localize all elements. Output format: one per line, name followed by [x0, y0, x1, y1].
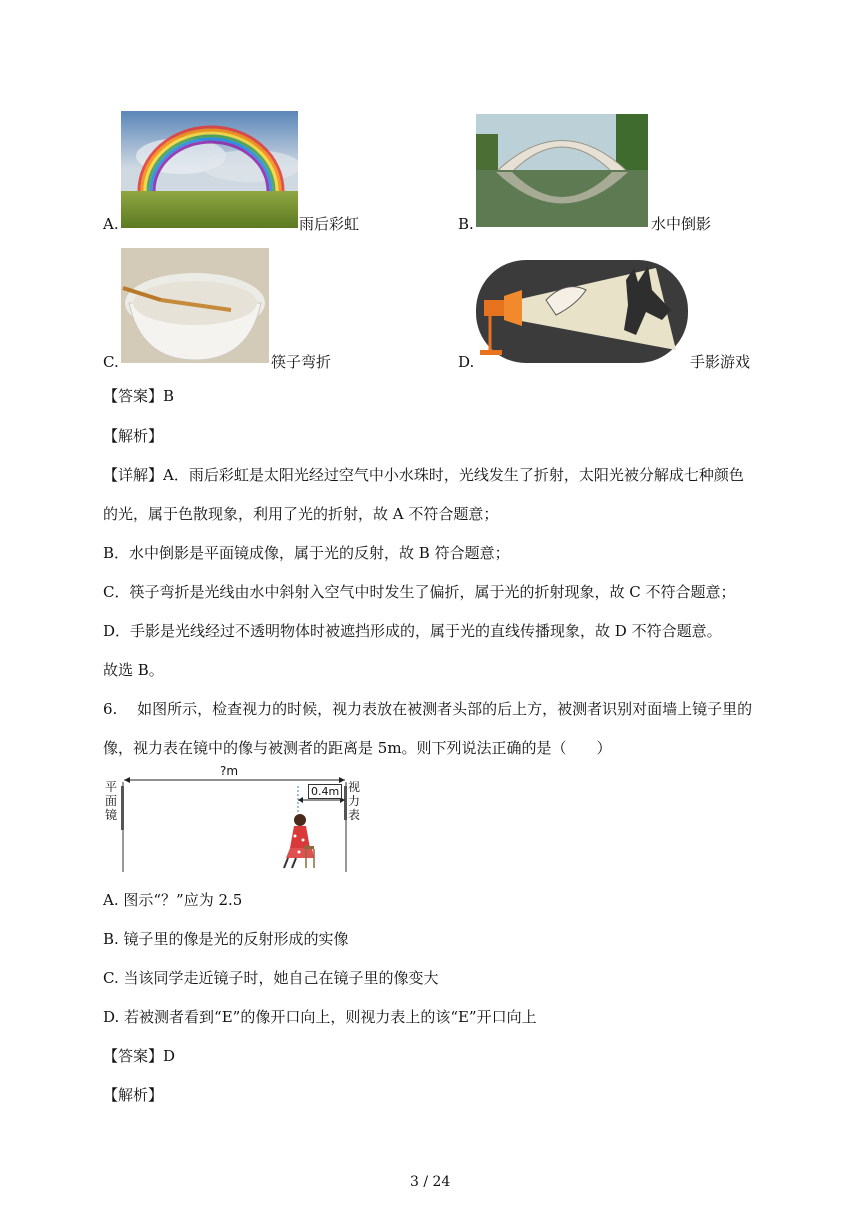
question-6-line-1: 6. 如图所示，检查视力的时候，视力表放在被测者头部的后上方，被测者识别对面墙上镜子里的	[103, 700, 753, 718]
explanation-line-1: 【详解】A．雨后彩虹是太阳光经过空气中小水珠时，光线发生了折射，太阳光被分解成七种颜色	[103, 466, 744, 484]
page-number: 3 / 24	[410, 1174, 451, 1190]
analysis-label-q5: 【解析】	[103, 427, 164, 445]
analysis-label-q6: 【解析】	[103, 1086, 164, 1104]
eye-chart-label: 视力表	[348, 780, 361, 822]
total-distance-label: ?m	[220, 764, 239, 778]
explanation-line-4: C．筷子弯折是光线由水中斜射入空气中时发生了偏折，属于光的折射现象，故 C 不符合题意；	[103, 583, 736, 601]
explanation-line-2: 的光，属于色散现象，利用了光的折射，故 A 不符合题意；	[103, 505, 499, 523]
explanation-line-5: D．手影是光线经过不透明物体时被遮挡形成的，属于光的直线传播现象，故 D 不符合题意。	[103, 622, 722, 640]
rainbow-image	[121, 111, 298, 228]
eye-test-diagram	[100, 764, 360, 876]
question-6-option-d: D. 若被测者看到“E”的像开口向上，则视力表上的该“E”开口向上	[103, 1008, 537, 1026]
near-distance-label: 0.4m	[308, 784, 342, 799]
option-c-letter: C.	[103, 353, 119, 371]
option-b-caption: 水中倒影	[651, 215, 712, 233]
answer-q5: 【答案】B	[103, 387, 175, 405]
option-d-caption: 手影游戏	[690, 353, 751, 371]
option-c-caption: 筷子弯折	[271, 353, 332, 371]
explanation-line-3: B．水中倒影是平面镜成像，属于光的反射，故 B 符合题意；	[103, 544, 510, 562]
bridge-reflection-image	[476, 114, 648, 227]
question-6-line-2: 像，视力表在镜中的像与被测者的距离是 5m。则下列说法正确的是（ ）	[103, 739, 612, 757]
mirror-label: 平面镜	[105, 780, 118, 822]
hand-shadow-image	[476, 260, 688, 363]
bowl-chopstick-image	[121, 248, 269, 363]
option-a-letter: A.	[103, 215, 119, 233]
option-a-caption: 雨后彩虹	[299, 215, 360, 233]
answer-q6: 【答案】D	[103, 1047, 176, 1065]
option-b-letter: B.	[458, 215, 474, 233]
question-6-option-c: C. 当该同学走近镜子时，她自己在镜子里的像变大	[103, 969, 439, 987]
question-6-option-a: A. 图示“？”应为 2.5	[103, 891, 243, 909]
question-6-option-b: B. 镜子里的像是光的反射形成的实像	[103, 930, 349, 948]
explanation-line-6: 故选 B。	[103, 661, 164, 679]
option-d-letter: D.	[458, 353, 475, 371]
